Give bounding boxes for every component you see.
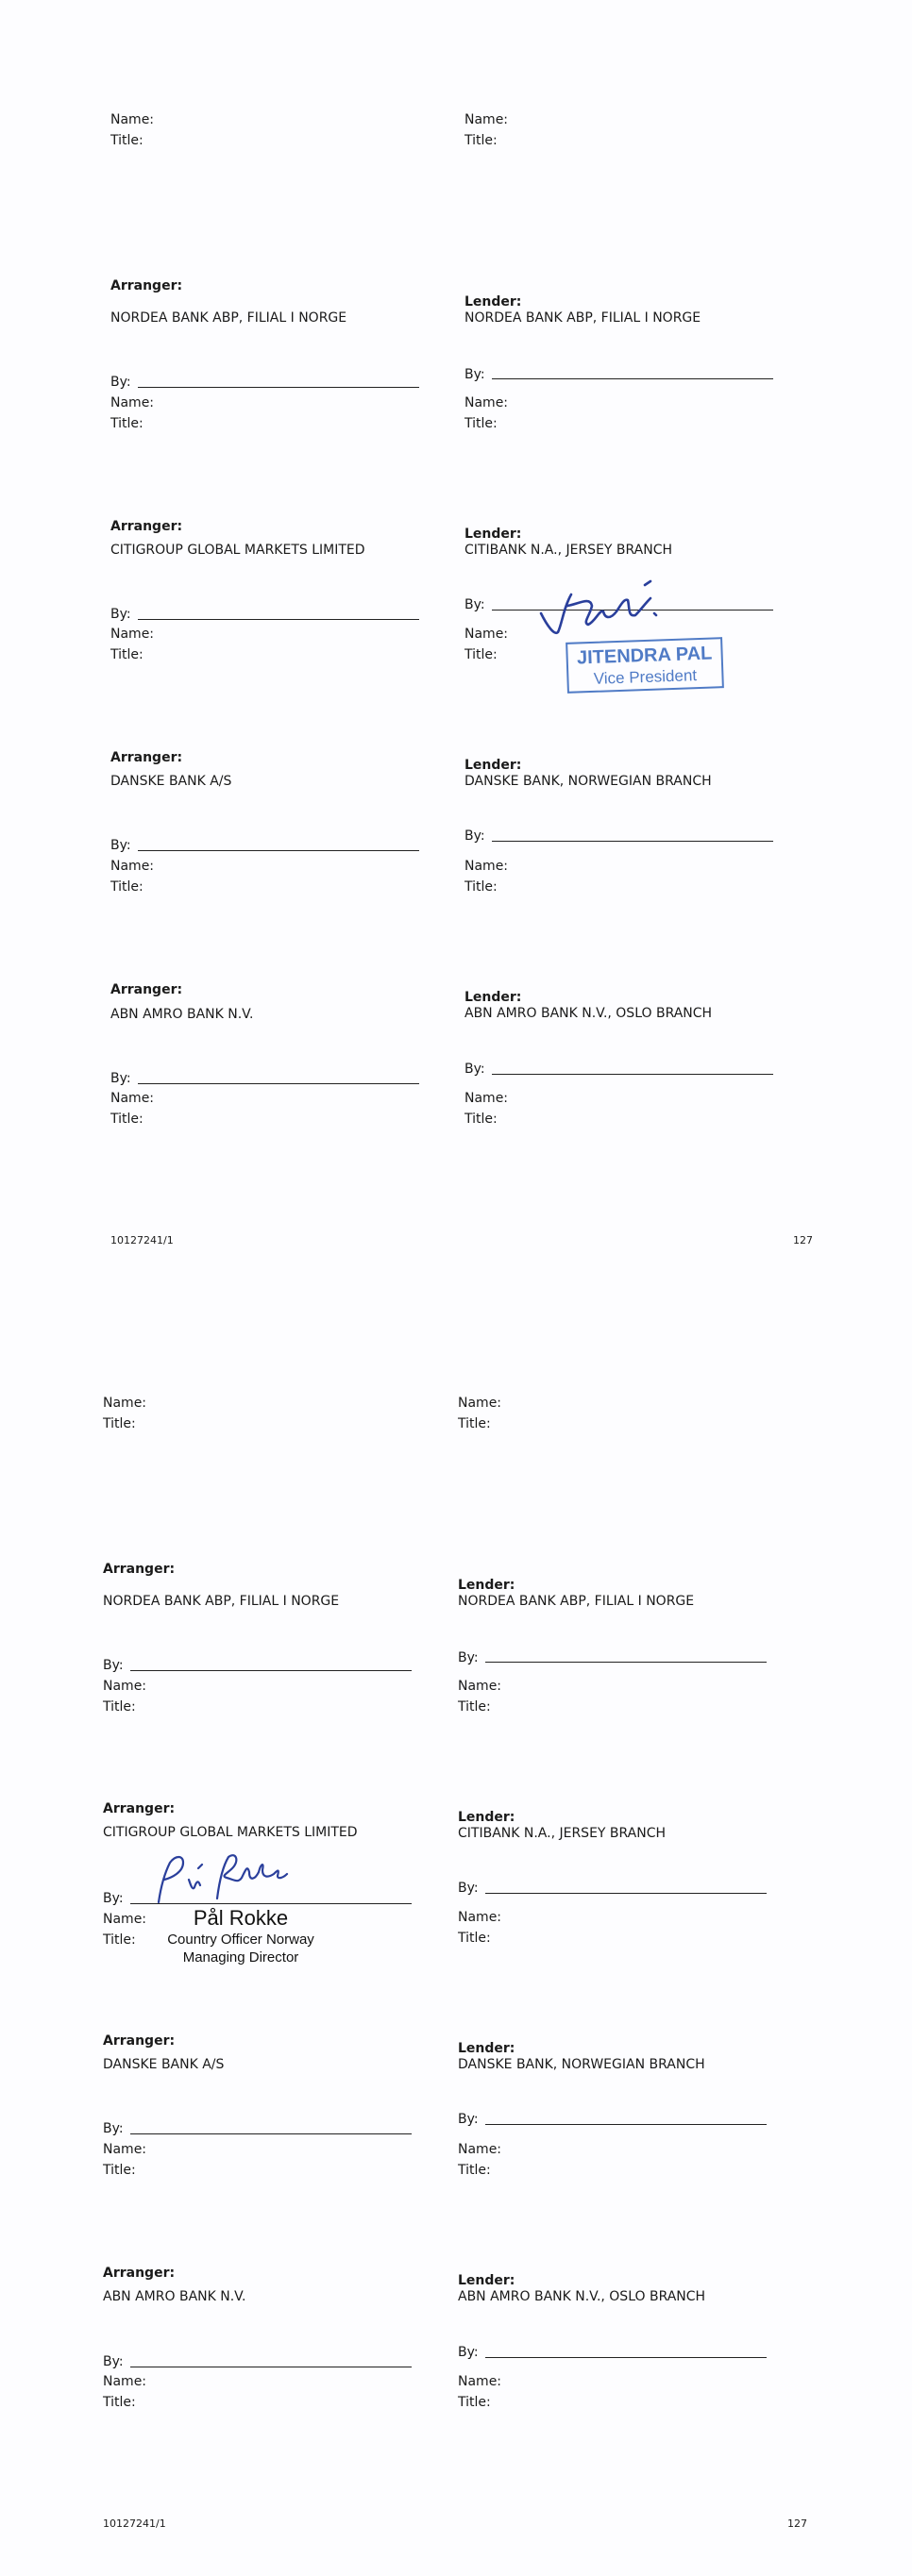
lender-heading: Lender: — [458, 2273, 515, 2288]
title-label: Title: — [458, 1416, 491, 1431]
arranger-name: ABN AMRO BANK N.V. — [103, 2289, 246, 2304]
by-label: By: — [464, 1062, 485, 1077]
name-label: Name: — [103, 1396, 147, 1411]
signature-line — [138, 850, 419, 851]
arranger-name: DANSKE BANK A/S — [110, 774, 232, 789]
title-label: Title: — [110, 879, 144, 895]
signature-line — [485, 1893, 767, 1894]
document-id: 10127241/1 — [103, 2517, 166, 2530]
signatory-stamp — [566, 637, 724, 694]
name-label: Name: — [464, 112, 509, 127]
name-label: Name: — [458, 1910, 502, 1925]
title-label: Title: — [458, 2395, 491, 2410]
stamp-title: Vice President — [593, 666, 698, 688]
by-label: By: — [458, 2112, 479, 2127]
by-label: By: — [110, 607, 131, 622]
by-label: By: — [464, 828, 485, 844]
by-label: By: — [458, 2345, 479, 2360]
lender-heading: Lender: — [464, 758, 522, 773]
typed-signature-block — [151, 1906, 330, 1966]
signature-line — [138, 1083, 419, 1084]
arranger-heading: Arranger: — [110, 278, 183, 293]
title-label: Title: — [464, 879, 498, 895]
name-label: Name: — [103, 2374, 147, 2389]
by-label: By: — [458, 1650, 479, 1665]
name-label: Name: — [464, 1091, 509, 1106]
lender-heading: Lender: — [458, 1810, 515, 1825]
signature-line — [485, 2124, 767, 2125]
by-label: By: — [103, 2121, 124, 2136]
title-label: Title: — [103, 2163, 136, 2178]
name-label: Name: — [103, 1679, 147, 1694]
name-label: Name: — [458, 1679, 502, 1694]
signatory-name: Pål Rokke — [193, 1906, 289, 1930]
name-label: Name: — [464, 859, 509, 874]
arranger-name: CITIGROUP GLOBAL MARKETS LIMITED — [110, 543, 365, 558]
name-label: Name: — [103, 2142, 147, 2157]
signature-line — [130, 2133, 412, 2134]
arranger-name: NORDEA BANK ABP, FILIAL I NORGE — [103, 1594, 340, 1609]
title-label: Title: — [464, 1112, 498, 1127]
by-label: By: — [464, 597, 485, 612]
title-label: Title: — [458, 1699, 491, 1715]
signature-line — [492, 841, 773, 842]
name-label: Name: — [110, 627, 155, 642]
signature-line — [492, 1074, 773, 1075]
title-label: Title: — [110, 416, 144, 431]
by-label: By: — [110, 838, 131, 853]
name-label: Name: — [458, 1396, 502, 1411]
signatory-role: Managing Director — [182, 1949, 299, 1965]
page-number: 127 — [793, 1234, 813, 1246]
arranger-heading: Arranger: — [103, 1562, 176, 1577]
lender-name: ABN AMRO BANK N.V., OSLO BRANCH — [458, 2289, 706, 2304]
title-label: Title: — [110, 647, 144, 662]
page-2 — [0, 1288, 912, 2576]
arranger-heading: Arranger: — [103, 2266, 176, 2281]
name-label: Name: — [110, 112, 155, 127]
title-label: Title: — [458, 1931, 491, 1946]
arranger-heading: Arranger: — [103, 2033, 176, 2049]
title-label: Title: — [458, 2163, 491, 2178]
signature-line — [130, 1670, 412, 1671]
arranger-name: DANSKE BANK A/S — [103, 2057, 225, 2072]
title-label: Title: — [464, 416, 498, 431]
name-label: Name: — [103, 1912, 147, 1927]
name-label: Name: — [458, 2142, 502, 2157]
lender-heading: Lender: — [464, 527, 522, 542]
lender-name: ABN AMRO BANK N.V., OSLO BRANCH — [464, 1006, 713, 1021]
arranger-name: NORDEA BANK ABP, FILIAL I NORGE — [110, 310, 347, 326]
arranger-name: CITIGROUP GLOBAL MARKETS LIMITED — [103, 1825, 358, 1840]
signature-line — [485, 1662, 767, 1663]
title-label: Title: — [103, 1699, 136, 1715]
title-label: Title: — [464, 133, 498, 148]
title-label: Title: — [103, 1932, 136, 1948]
lender-heading: Lender: — [458, 1578, 515, 1593]
by-label: By: — [103, 2354, 124, 2369]
name-label: Name: — [464, 627, 509, 642]
arranger-heading: Arranger: — [110, 982, 183, 997]
title-label: Title: — [110, 1112, 144, 1127]
handwritten-signature-icon — [151, 1851, 293, 1910]
signature-line — [138, 619, 419, 620]
by-label: By: — [103, 1891, 124, 1906]
name-label: Name: — [110, 1091, 155, 1106]
title-label: Title: — [103, 1416, 136, 1431]
handwritten-signature-icon — [533, 577, 675, 640]
name-label: Name: — [458, 2374, 502, 2389]
lender-heading: Lender: — [464, 990, 522, 1005]
lender-heading: Lender: — [464, 294, 522, 309]
arranger-heading: Arranger: — [110, 750, 183, 765]
lender-name: CITIBANK N.A., JERSEY BRANCH — [464, 543, 673, 558]
lender-name: NORDEA BANK ABP, FILIAL I NORGE — [464, 310, 701, 326]
arranger-heading: Arranger: — [103, 1801, 176, 1816]
name-label: Name: — [110, 395, 155, 410]
lender-name: CITIBANK N.A., JERSEY BRANCH — [458, 1826, 667, 1841]
title-label: Title: — [110, 133, 144, 148]
name-label: Name: — [464, 395, 509, 410]
lender-name: NORDEA BANK ABP, FILIAL I NORGE — [458, 1594, 695, 1609]
signatory-role: Country Officer Norway — [167, 1932, 314, 1948]
by-label: By: — [110, 375, 131, 390]
by-label: By: — [110, 1071, 131, 1086]
signature-line — [138, 387, 419, 388]
by-label: By: — [103, 1658, 124, 1673]
title-label: Title: — [103, 2395, 136, 2410]
lender-name: DANSKE BANK, NORWEGIAN BRANCH — [464, 774, 712, 789]
signature-line — [492, 378, 773, 379]
stamp-name: JITENDRA PAL — [576, 643, 713, 669]
by-label: By: — [458, 1881, 479, 1896]
lender-name: DANSKE BANK, NORWEGIAN BRANCH — [458, 2057, 705, 2072]
title-label: Title: — [464, 647, 498, 662]
arranger-name: ABN AMRO BANK N.V. — [110, 1007, 254, 1022]
document-id: 10127241/1 — [110, 1234, 174, 1246]
signature-line — [485, 2357, 767, 2358]
arranger-heading: Arranger: — [110, 519, 183, 534]
by-label: By: — [464, 367, 485, 382]
name-label: Name: — [110, 859, 155, 874]
lender-heading: Lender: — [458, 2041, 515, 2056]
page-number: 127 — [787, 2517, 807, 2530]
